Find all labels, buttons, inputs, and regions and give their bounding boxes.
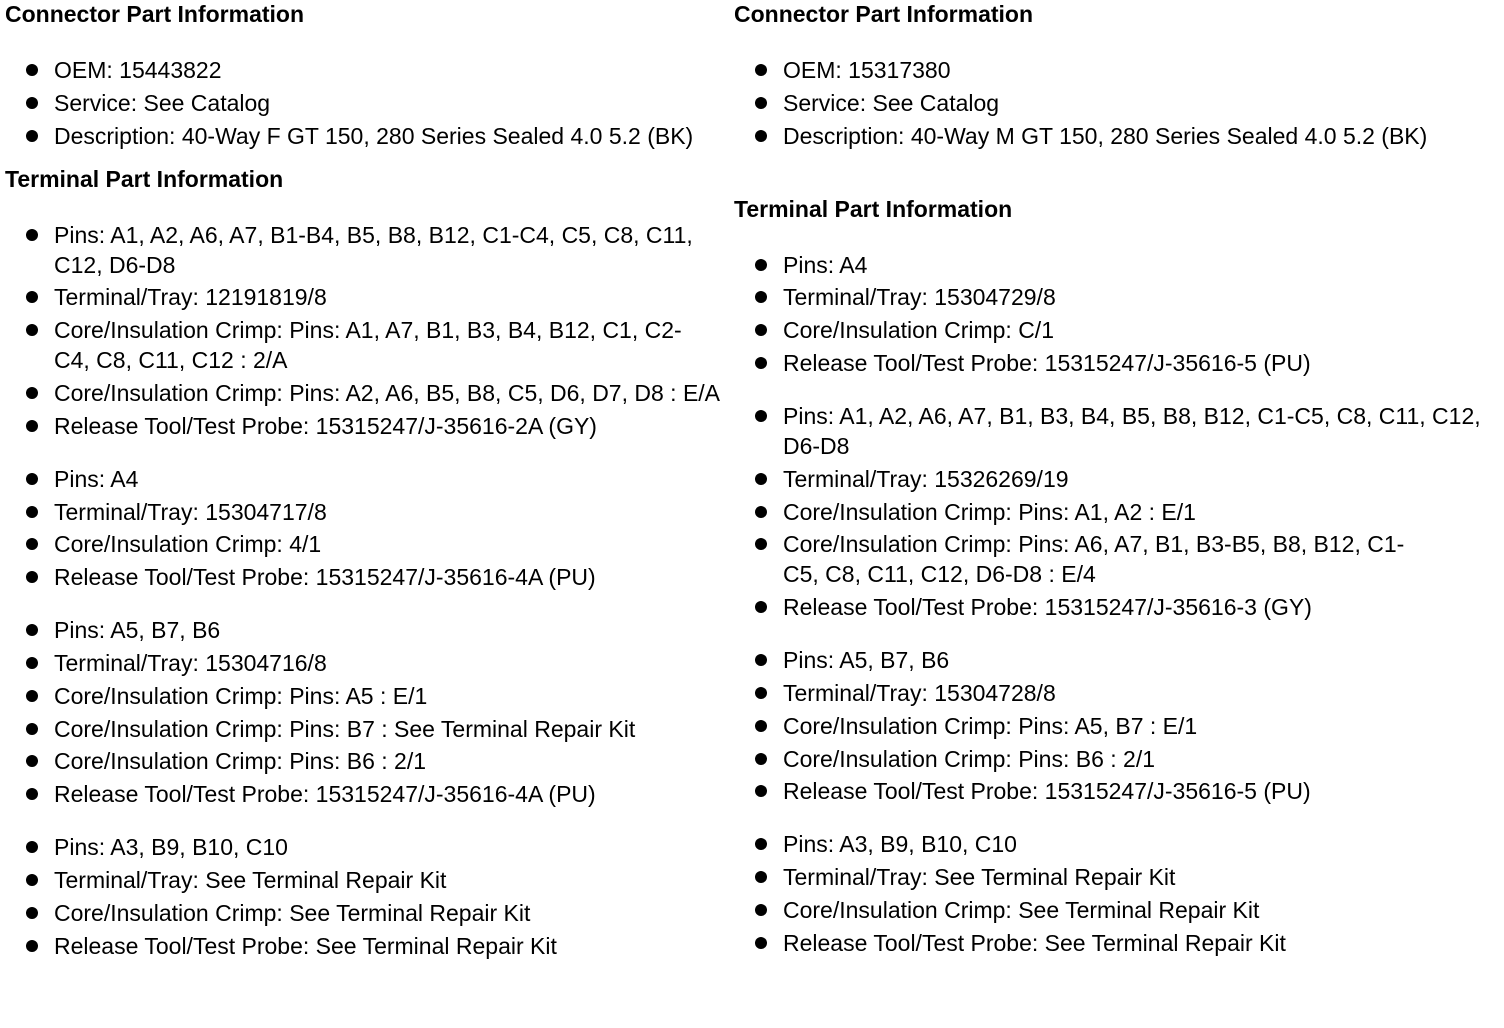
- list-item: Release Tool/Test Probe: 15315247/J-35616-4A (PU): [5, 779, 725, 809]
- list-item: Pins: A5, B7, B6: [5, 615, 725, 645]
- right-column: [734, 0, 1494, 961]
- bullet-icon: [26, 755, 38, 767]
- list-item: Release Tool/Test Probe: See Terminal Repair Kit: [734, 928, 1494, 958]
- bullet-icon: [755, 410, 767, 422]
- bullet-icon: [755, 473, 767, 485]
- list-item: Core/Insulation Crimp: See Terminal Repair Kit: [734, 895, 1494, 925]
- bullet-icon: [26, 538, 38, 550]
- list-item: Terminal/Tray: 15304728/8: [734, 678, 1494, 708]
- list-item: Core/Insulation Crimp: Pins: A6, A7, B1, B3-B5, B8, B12, C1-C5, C8, C11, C12, D6-D8 : E/4: [734, 529, 1494, 589]
- list-item: Pins: A5, B7, B6: [734, 645, 1494, 675]
- list-item: Core/Insulation Crimp: Pins: B7 : See Terminal Repair Kit: [5, 714, 725, 744]
- bullet-icon: [755, 64, 767, 76]
- bullet-icon: [755, 838, 767, 850]
- terminal-heading-left: Terminal Part Information: [5, 165, 284, 192]
- bullet-icon: [755, 357, 767, 369]
- connector-list-right: [734, 55, 1494, 151]
- terminal-group-left-3: [5, 615, 725, 809]
- bullet-icon: [26, 690, 38, 702]
- list-item: Service: See Catalog: [5, 88, 725, 118]
- list-item: Terminal/Tray: See Terminal Repair Kit: [734, 862, 1494, 892]
- terminal-group-right-4: [734, 829, 1494, 957]
- bullet-icon: [26, 64, 38, 76]
- list-item: Core/Insulation Crimp: Pins: A1, A2 : E/1: [734, 497, 1494, 527]
- left-column: [5, 0, 725, 963]
- bullet-icon: [755, 601, 767, 613]
- connector-list-left: [5, 55, 725, 151]
- bullet-icon: [755, 130, 767, 142]
- bullet-icon: [755, 937, 767, 949]
- bullet-icon: [26, 229, 38, 241]
- list-item: Core/Insulation Crimp: Pins: A1, A7, B1, B3, B4, B12, C1, C2-C4, C8, C11, C12 : 2/A: [5, 315, 725, 375]
- terminal-heading-right: Terminal Part Information: [734, 195, 1013, 222]
- bullet-icon: [26, 788, 38, 800]
- bullet-icon: [26, 473, 38, 485]
- list-item: Service: See Catalog: [734, 88, 1494, 118]
- list-item: Core/Insulation Crimp: 4/1: [5, 529, 725, 559]
- bullet-icon: [26, 841, 38, 853]
- bullet-icon: [26, 97, 38, 109]
- list-item: Core/Insulation Crimp: Pins: B6 : 2/1: [5, 746, 725, 776]
- bullet-icon: [755, 324, 767, 336]
- list-item: Core/Insulation Crimp: Pins: B6 : 2/1: [734, 744, 1494, 774]
- bullet-icon: [755, 654, 767, 666]
- terminal-group-right-2: [734, 401, 1494, 622]
- list-item: OEM: 15443822: [5, 55, 725, 85]
- list-item: Terminal/Tray: 12191819/8: [5, 282, 725, 312]
- list-item: Terminal/Tray: 15304717/8: [5, 497, 725, 527]
- list-item: Release Tool/Test Probe: 15315247/J-35616-2A (GY): [5, 411, 725, 441]
- bullet-icon: [755, 291, 767, 303]
- list-item: Pins: A3, B9, B10, C10: [5, 832, 725, 862]
- list-item: Release Tool/Test Probe: 15315247/J-35616-3 (GY): [734, 592, 1494, 622]
- bullet-icon: [755, 720, 767, 732]
- bullet-icon: [26, 291, 38, 303]
- connector-heading-left: Connector Part Information: [5, 1, 305, 27]
- list-item: Core/Insulation Crimp: Pins: A2, A6, B5, B8, C5, D6, D7, D8 : E/A: [5, 378, 725, 408]
- bullet-icon: [755, 785, 767, 797]
- bullet-icon: [755, 259, 767, 271]
- bullet-icon: [26, 387, 38, 399]
- list-item: Release Tool/Test Probe: 15315247/J-35616-4A (PU): [5, 562, 725, 592]
- list-item: Terminal/Tray: 15326269/19: [734, 464, 1494, 494]
- terminal-group-right-1: [734, 250, 1494, 378]
- list-item: Pins: A4: [5, 464, 725, 494]
- list-item: Terminal/Tray: See Terminal Repair Kit: [5, 865, 725, 895]
- list-item: Description: 40-Way F GT 150, 280 Series Sealed 4.0 5.2 (BK): [5, 121, 725, 151]
- list-item: Terminal/Tray: 15304716/8: [5, 648, 725, 678]
- bullet-icon: [26, 420, 38, 432]
- list-item: Description: 40-Way M GT 150, 280 Series Sealed 4.0 5.2 (BK): [734, 121, 1494, 151]
- bullet-icon: [755, 871, 767, 883]
- bullet-icon: [26, 130, 38, 142]
- bullet-icon: [26, 571, 38, 583]
- terminal-group-left-1: [5, 220, 725, 441]
- bullet-icon: [26, 624, 38, 636]
- list-item: Release Tool/Test Probe: 15315247/J-35616-5 (PU): [734, 776, 1494, 806]
- terminal-group-right-3: [734, 645, 1494, 806]
- list-item: Release Tool/Test Probe: 15315247/J-35616-5 (PU): [734, 348, 1494, 378]
- bullet-icon: [755, 506, 767, 518]
- list-item: Release Tool/Test Probe: See Terminal Repair Kit: [5, 931, 725, 961]
- list-item: Core/Insulation Crimp: Pins: A5, B7 : E/1: [734, 711, 1494, 741]
- list-item: Terminal/Tray: 15304729/8: [734, 282, 1494, 312]
- list-item: Core/Insulation Crimp: See Terminal Repair Kit: [5, 898, 725, 928]
- connector-heading-right: Connector Part Information: [734, 1, 1034, 27]
- terminal-group-left-2: [5, 464, 725, 592]
- bullet-icon: [26, 940, 38, 952]
- bullet-icon: [26, 723, 38, 735]
- bullet-icon: [755, 687, 767, 699]
- bullet-icon: [26, 506, 38, 518]
- bullet-icon: [755, 538, 767, 550]
- bullet-icon: [755, 753, 767, 765]
- bullet-icon: [26, 874, 38, 886]
- list-item: Core/Insulation Crimp: Pins: A5 : E/1: [5, 681, 725, 711]
- list-item: Pins: A1, A2, A6, A7, B1-B4, B5, B8, B12, C1-C4, C5, C8, C11, C12, D6-D8: [5, 220, 725, 280]
- bullet-icon: [755, 904, 767, 916]
- list-item: Pins: A1, A2, A6, A7, B1, B3, B4, B5, B8, B12, C1-C5, C8, C11, C12, D6-D8: [734, 401, 1494, 461]
- terminal-group-left-4: [5, 832, 725, 960]
- bullet-icon: [26, 657, 38, 669]
- list-item: OEM: 15317380: [734, 55, 1494, 85]
- list-item: Core/Insulation Crimp: C/1: [734, 315, 1494, 345]
- bullet-icon: [26, 907, 38, 919]
- bullet-icon: [26, 324, 38, 336]
- list-item: Pins: A4: [734, 250, 1494, 280]
- bullet-icon: [755, 97, 767, 109]
- list-item: Pins: A3, B9, B10, C10: [734, 829, 1494, 859]
